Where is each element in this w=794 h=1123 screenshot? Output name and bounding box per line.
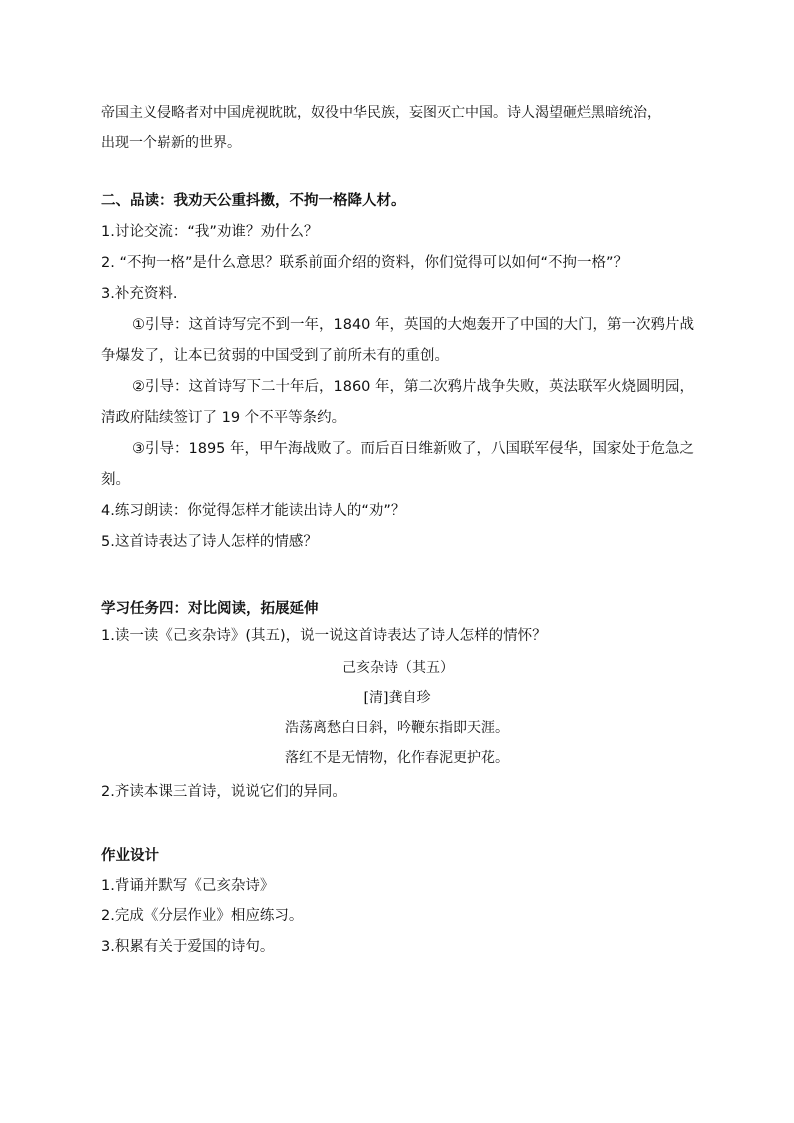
list-item: 4.练习朗读：你觉得怎样才能读出诗人的“劝”？ [101, 503, 406, 519]
guide-3-line-2: 刻。 [101, 472, 130, 488]
guide-3-line-1: ③引导：1895 年，甲午海战败了。而后百日维新败了，八国联军侵华，国家处于危急之 [132, 441, 695, 457]
poem-title: 己亥杂诗（其五） [342, 660, 454, 676]
section-heading-task4: 学习任务四：对比阅读，拓展延伸 [101, 601, 319, 617]
list-item: 3.积累有关于爱国的诗句。 [101, 939, 275, 955]
list-item: 2.完成《分层作业》相应练习。 [101, 908, 304, 924]
guide-1-line-1: ①引导：这首诗写完不到一年，1840 年，英国的大炮轰开了中国的大门，第一次鸦片战 [132, 317, 695, 333]
list-item: 5.这首诗表达了诗人怎样的情感？ [101, 534, 318, 550]
poem-line: 落红不是无情物，化作春泥更护花。 [285, 750, 509, 766]
guide-2-line-2: 清政府陆续签订了 19 个不平等条约。 [101, 410, 347, 426]
intro-line-1: 帝国主义侵略者对中国虎视眈眈，奴役中华民族，妄图灭亡中国。诗人渴望砸烂黑暗统治， [101, 105, 661, 121]
list-item: 1.背诵并默写《己亥杂诗》 [101, 878, 275, 894]
guide-1-line-2: 争爆发了，让本已贫弱的中国受到了前所未有的重创。 [101, 348, 449, 364]
intro-line-2: 出现一个崭新的世界。 [101, 135, 241, 151]
list-item: 2. “不拘一格”是什么意思？联系前面介绍的资料，你们觉得可以如何“不拘一格”？ [101, 255, 628, 271]
list-item: 3.补充资料. [101, 286, 178, 302]
list-item: 1.读一读《己亥杂诗》(其五)，说一说这首诗表达了诗人怎样的情怀？ [101, 628, 547, 644]
poem-author: [清]龚自珍 [363, 690, 431, 706]
section-heading-reading: 二、品读：我劝天公重抖擞，不拘一格降人材。 [101, 193, 406, 209]
list-item: 2.齐读本课三首诗，说说它们的异同。 [101, 784, 347, 800]
poem-line: 浩荡离愁白日斜，吟鞭东指即天涯。 [285, 720, 509, 736]
guide-2-line-1: ②引导：这首诗写下二十年后，1860 年，第二次鸦片战争失败，英法联军火烧圆明园， [132, 379, 695, 395]
list-item: 1.讨论交流：“我”劝谁？劝什么？ [101, 224, 319, 240]
section-heading-homework: 作业设计 [101, 848, 159, 864]
